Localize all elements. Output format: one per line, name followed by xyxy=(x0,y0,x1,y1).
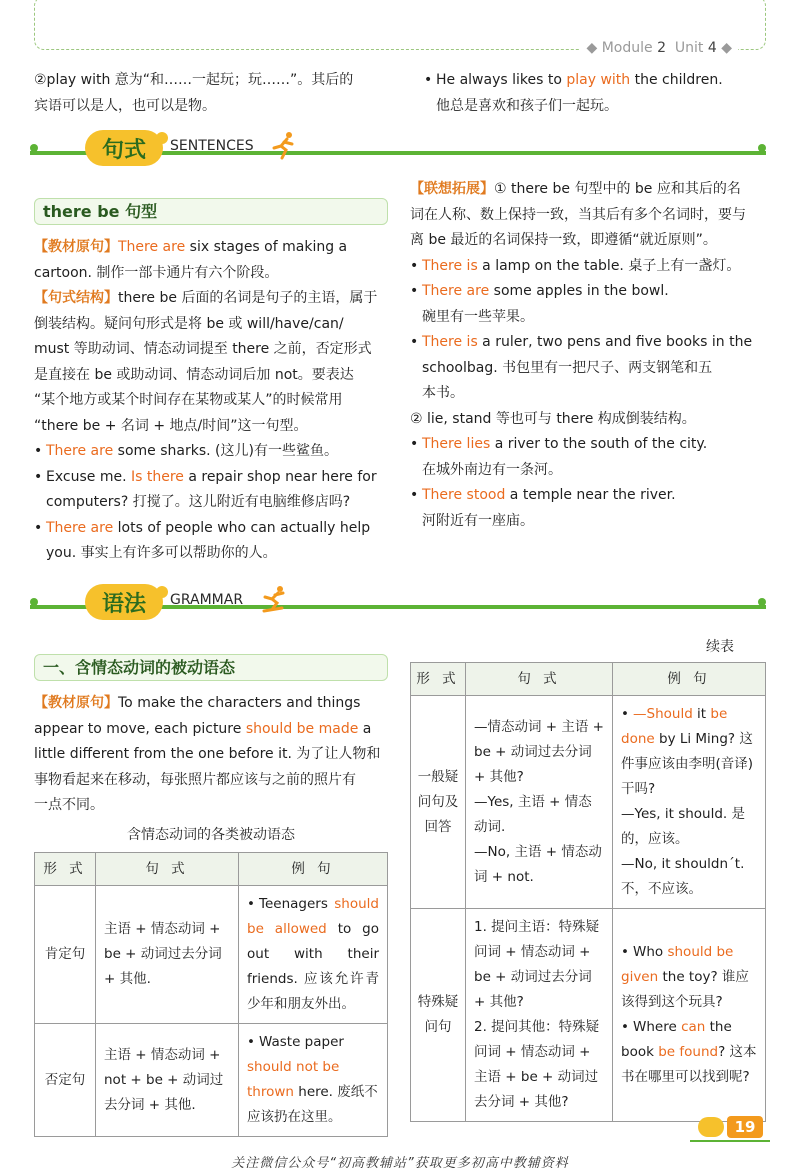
play-with-note: ②play with 意为“和……一起玩；玩……”。其后的 宾语可以是人，也可以是物。 xyxy=(34,72,354,114)
extension-note: 【联想拓展】① there be 句型中的 be 应和其后的名 词在人称、数上保持一致，当其后有多个名词时，要与 离 be 最近的名词保持一致，即遵循“就近原则”。 • There is a lamp on the table. 桌子上有一盏灯。 • There are some apples in the bowl. 碗里有一些苹果。 • There is a ruler, two pens and five books in the schoolbag. 书包里有一把尺子、两支钢笔和五 本书。 ② lie, stand 等也可与 there 构成倒装结构。 • There lies a river to the south of the city. 在城外南边有一条河。 • There stood a temple near the river. 河附近有一座庙。 xyxy=(410,181,753,529)
footer-watermark: 关注微信公众号“初高教辅站”获取更多初高中教辅资料 xyxy=(231,1156,569,1171)
play-with-example: • He always likes to play with the children. 他总是喜欢和孩子们一起玩。 xyxy=(424,72,723,114)
module-unit-header: ◆ Module 2 Unit 4 ◆ xyxy=(580,40,738,56)
grammar-banner: 语法 GRAMMAR xyxy=(30,584,766,620)
table-row: 肯定句 主语 + 情态动词 + be + 动词过去分词 + 其他. • Teenagers should be allowed to go out with their friends. 应该允许青少年和朋友外出。 xyxy=(35,886,388,1024)
page-divider xyxy=(690,1140,770,1142)
page-number: 19 xyxy=(727,1116,763,1138)
skateboarder-icon xyxy=(258,584,288,614)
there-be-body: 【教材原句】There are six stages of making a cartoon. 制作一部卡通片有六个阶段。 【句式结构】there be 后面的名词是句子的主语，属于 倒装结构。疑问句形式是将 be 或 will/have/can/ must 等助动词、情态动词提至 there 之前，否定形式 是直接在 be 或助动词、情态动词后加 not。要表达 “某个地方或某个时间存在某物或某人”的时候常用 “there be + 名词 + 地点/时间”这一句型。 • There are some sharks. (这儿)有一些鲨鱼。 • Excuse me. Is there a repair shop near here for computers? 打搅了。这儿附近有电脑维修店吗? • There are lots of people who can actually help you. 事实上有许多可以帮助你的人。 xyxy=(34,239,378,561)
table-row: 特殊疑问句 1. 提问主语：特殊疑问词 + 情态动词 + be + 动词过去分词 + 其他? 2. 提问其他：特殊疑问词 + 情态动词 + 主语 + be + 动词过去分词 + 其他? • Who should be given the toy? 谁应该得到这个玩具? • Where can the book be found? 这本书在哪里可以找到呢? xyxy=(411,909,766,1122)
sentences-banner: 句式 SENTENCES xyxy=(30,130,766,166)
diamond-icon: ◆ xyxy=(721,40,732,56)
runner-icon xyxy=(268,130,298,160)
continued-label: 续表 xyxy=(706,639,734,655)
table-row: 否定句 主语 + 情态动词 + not + be + 动词过去分词 + 其他. • Waste paper should not be thrown here. 废纸不应该扔在这里。 xyxy=(35,1024,388,1137)
table-row: 一般疑问句及回答 —情态动词 + 主语 + be + 动词过去分词 + 其他? —Yes, 主语 + 情态动词. —No, 主语 + 情态动词 + not. • —Should it be done by Li Ming? 这件事应该由李明(音译)干吗? —Yes, it should. 是的，应该。 —No, it shouldn´t. 不，不应该。 xyxy=(411,696,766,909)
diamond-icon: ◆ xyxy=(586,40,598,56)
passive-voice-table: 形 式 句 式 例 句 肯定句 主语 + 情态动词 + be + 动词过去分词 + 其他. • Teenagers should be allowed to go out with their friends. 应该允许青少年和朋友外出。 否定句 主语 + 情态动词 + not + be + 动词过去分词 + 其他. • Waste paper should not be thrown here. 废纸不应该扔在这里。 xyxy=(34,852,388,1137)
passive-voice-table-continued: 形 式 句 式 例 句 一般疑问句及回答 —情态动词 + 主语 + be + 动词过去分词 + 其他? —Yes, 主语 + 情态动词. —No, 主语 + 情态动词 + not. • —Should it be done by Li Ming? 这件事应该由李明(音译)干吗? —Yes, it should. 是的，应该。 —No, it shouldn´t. 不，不应该。 特殊疑问句 1. 提问主语：特殊疑问词 + 情态动词 + be + 动词过去分词 + 其他? 2. 提问其他：特殊疑问词 + 情态动词 + 主语 + be + 动词过去分词 + 其他? • Who should be given the toy? 谁应该得到这个玩具? • Where can the book be found? 这本书在哪里可以找到呢? xyxy=(410,662,766,1122)
table-title: 含情态动词的各类被动语态 xyxy=(127,827,295,843)
there-be-heading: there be 句型 xyxy=(34,198,388,225)
page-number-logo-icon xyxy=(698,1117,724,1137)
passive-voice-body: 【教材原句】To make the characters and things appear to move, each picture should be made a little different from the one before it. 为了让人物和 事物看起来在移动，每张照片都应该与之前的照片有 一点不同。 xyxy=(34,695,381,813)
passive-voice-heading: 一、含情态动词的被动语态 xyxy=(34,654,388,681)
